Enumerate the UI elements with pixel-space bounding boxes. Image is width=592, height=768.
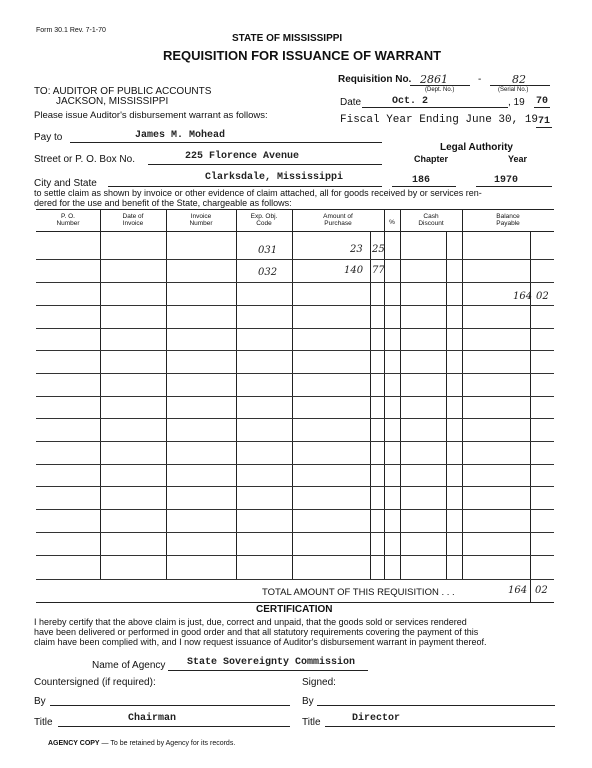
balance-total-cents[interactable]: 02 bbox=[536, 291, 549, 302]
table-row bbox=[36, 282, 554, 283]
row-1-amount-dollars[interactable]: 23 bbox=[350, 244, 363, 255]
signed-label: Signed: bbox=[302, 677, 336, 688]
legal-authority-label: Legal Authority bbox=[440, 142, 513, 153]
row-1-amount-cents[interactable]: 25 bbox=[372, 244, 385, 255]
col-header-invoice-number: Invoice Number bbox=[189, 213, 213, 227]
title-right-value[interactable]: Director bbox=[352, 713, 401, 724]
total-dollars[interactable]: 164 bbox=[508, 585, 528, 596]
date-value[interactable]: Oct. 2 bbox=[392, 96, 429, 107]
fiscal-year-value[interactable]: 71 bbox=[538, 116, 551, 127]
table-row bbox=[36, 555, 554, 556]
chapter-value[interactable]: 186 bbox=[412, 175, 431, 186]
table-row bbox=[36, 350, 554, 351]
table-row bbox=[36, 532, 554, 533]
col-header-date-of-invoice: Date of Invoice bbox=[122, 213, 144, 227]
row-2-exp-code[interactable]: 032 bbox=[258, 267, 278, 278]
year-label: Year bbox=[508, 154, 528, 164]
date-year-value[interactable]: 70 bbox=[536, 96, 549, 107]
total-cents[interactable]: 02 bbox=[535, 585, 548, 596]
total-bottom-border bbox=[36, 602, 554, 603]
form-number: Form 30.1 Rev. 7-1-70 bbox=[36, 27, 106, 34]
certification-title: CERTIFICATION bbox=[256, 604, 333, 615]
date-line bbox=[362, 107, 508, 108]
chapter-line bbox=[392, 186, 456, 187]
settle-line-1: to settle claim as shown by invoice or other evidence of claim attached, all for goods received by or services ren- bbox=[34, 188, 482, 198]
row-1-exp-code[interactable]: 031 bbox=[258, 245, 278, 256]
row-2-amount-dollars[interactable]: 140 bbox=[344, 265, 364, 276]
date-year-line bbox=[534, 107, 550, 108]
table-bottom-border bbox=[36, 579, 554, 580]
table-row bbox=[36, 259, 554, 260]
city-line bbox=[108, 186, 382, 187]
table-row bbox=[36, 328, 554, 329]
table-row bbox=[36, 486, 554, 487]
row-2-amount-cents[interactable]: 77 bbox=[372, 265, 385, 276]
requisition-label: Requisition No. bbox=[338, 74, 412, 85]
year-value[interactable]: 1970 bbox=[494, 175, 519, 186]
col-header-amount-of-purchase: Amount of Purchase bbox=[323, 213, 353, 227]
col-divider bbox=[462, 210, 463, 580]
col-header-cash-discount: Cash Discount bbox=[418, 213, 444, 227]
col-divider bbox=[166, 210, 167, 580]
table-row bbox=[36, 464, 554, 465]
table-row bbox=[36, 305, 554, 306]
table-row bbox=[36, 441, 554, 442]
title-line-left bbox=[58, 726, 290, 727]
fiscal-year-line bbox=[536, 127, 552, 128]
agency-line bbox=[168, 670, 368, 671]
table-header-border bbox=[36, 231, 554, 232]
serial-no-caption: (Serial No.) bbox=[498, 87, 529, 93]
dept-no-caption: (Dept. No.) bbox=[425, 87, 455, 93]
to-line-2: JACKSON, MISSISSIPPI bbox=[56, 96, 169, 107]
street-line bbox=[148, 164, 382, 165]
certification-line-3: claim have been complied with, and I now request issuance of Auditor's disbursement warrant in payment thereof. bbox=[34, 637, 487, 647]
col-divider bbox=[446, 232, 447, 580]
street-label: Street or P. O. Box No. bbox=[34, 154, 135, 165]
balance-total-dollars[interactable]: 164 bbox=[513, 291, 533, 302]
year-line bbox=[476, 186, 552, 187]
to-line-1: TO: AUDITOR OF PUBLIC ACCOUNTS bbox=[34, 86, 212, 97]
col-divider bbox=[400, 210, 401, 580]
pay-to-label: Pay to bbox=[34, 132, 63, 143]
title-line-right bbox=[325, 726, 555, 727]
title-label-left: Title bbox=[34, 717, 53, 728]
table-row bbox=[36, 418, 554, 419]
city-label: City and State bbox=[34, 178, 97, 189]
by-line-right[interactable] bbox=[317, 705, 555, 706]
serial-no-value[interactable]: 82 bbox=[512, 73, 526, 86]
city-value[interactable]: Clarksdale, Mississippi bbox=[205, 172, 344, 183]
agency-value[interactable]: State Sovereignty Commission bbox=[187, 657, 356, 668]
col-divider bbox=[236, 210, 237, 580]
date-label: Date bbox=[340, 97, 362, 108]
page-title: REQUISITION FOR ISSUANCE OF WARRANT bbox=[163, 48, 442, 63]
date-year-prefix: , 19 bbox=[508, 97, 525, 108]
dept-no-value[interactable]: 2861 bbox=[420, 73, 448, 86]
pay-to-value[interactable]: James M. Mohead bbox=[135, 130, 226, 141]
title-label-right: Title bbox=[302, 717, 321, 728]
requisition-dash: - bbox=[478, 74, 482, 85]
table-top-border bbox=[36, 209, 554, 210]
countersigned-label: Countersigned (if required): bbox=[34, 677, 156, 688]
by-label-right: By bbox=[302, 696, 314, 707]
pay-to-line bbox=[70, 142, 382, 143]
state-heading: STATE OF MISSISSIPPI bbox=[232, 33, 343, 44]
please-issue-text: Please issue Auditor's disbursement warrant as follows: bbox=[34, 110, 268, 121]
col-header-exp-obj-code: Exp. Obj. Code bbox=[250, 213, 278, 227]
col-header-balance-payable: Balance Payable bbox=[496, 213, 520, 227]
agency-label: Name of Agency bbox=[92, 660, 166, 671]
table-row bbox=[36, 396, 554, 397]
col-header-percent: % bbox=[389, 219, 395, 226]
col-divider bbox=[292, 210, 293, 580]
footer-note: AGENCY COPY — To be retained by Agency for its records. bbox=[48, 740, 236, 747]
col-divider bbox=[530, 232, 531, 602]
table-row bbox=[36, 373, 554, 374]
certification-line-1: I hereby certify that the above claim is just, due, correct and unpaid, that the goods sold or services rendered bbox=[34, 617, 467, 627]
title-left-value[interactable]: Chairman bbox=[128, 713, 177, 724]
settle-line-2: dered for the use and benefit of the State, chargeable as follows: bbox=[34, 198, 292, 208]
fiscal-year-label: Fiscal Year Ending June 30, 19 bbox=[340, 114, 539, 126]
col-divider bbox=[370, 232, 371, 580]
street-value[interactable]: 225 Florence Avenue bbox=[185, 151, 300, 162]
chapter-label: Chapter bbox=[414, 154, 449, 164]
col-divider bbox=[100, 210, 101, 580]
total-label: TOTAL AMOUNT OF THIS REQUISITION . . . bbox=[262, 587, 455, 598]
table-row bbox=[36, 509, 554, 510]
by-line-left[interactable] bbox=[50, 705, 290, 706]
col-header-po: P. O. Number bbox=[56, 213, 80, 227]
by-label-left: By bbox=[34, 696, 46, 707]
certification-line-2: have been delivered or performed in good order and that all statutory requirements covering the payment of this bbox=[34, 627, 479, 637]
